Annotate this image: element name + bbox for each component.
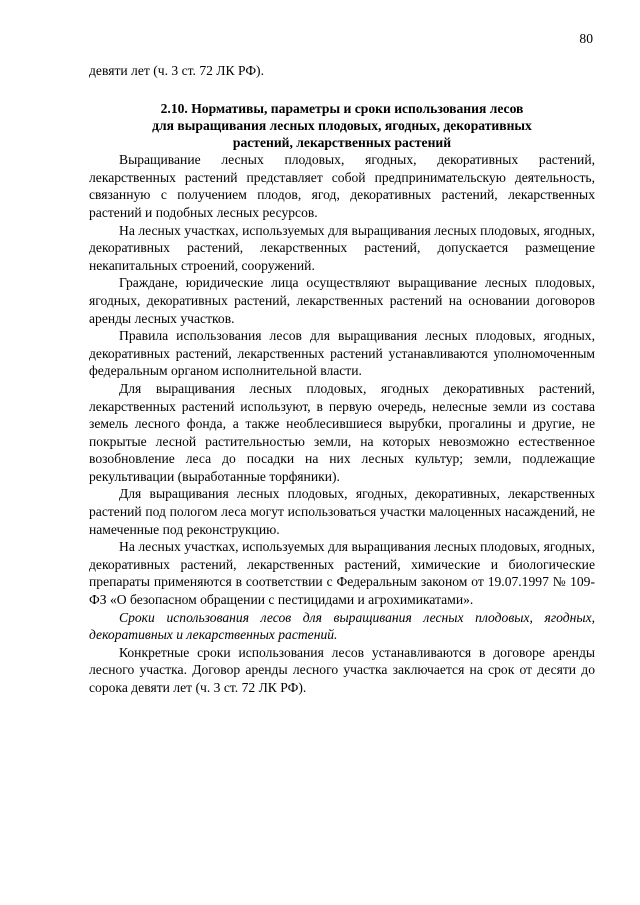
section-heading-line-3: растений, лекарственных растений <box>232 135 452 150</box>
intro-line: девяти лет (ч. 3 ст. 72 ЛК РФ). <box>89 63 264 78</box>
paragraph-lands: Для выращивания лесных плодовых, ягодных декоративных растений, лекарственных растений используют, в первую очередь, нелесные земли из состава земель лесного фонда, а также необлесившиеся вырубки, прогалины и другие, не покрытые лесной растительностью земли, на которых невозможно естественное возобновление леса до посадки на них лесных культур; земли, подлежащие рекультивации (выработанные торфяники). <box>89 380 595 484</box>
paragraph-rules: Правила использования лесов для выращивания лесных плодовых, ягодных, декоративных растений, лекарственных растений устанавливаются уполномоченным федеральным органом исполнительной власти. <box>89 328 595 379</box>
paragraph-chemicals: На лесных участках, используемых для выращивания лесных плодовых, ягодных, декоративных растений, лекарственных растений, химические и биологические препараты применяются в соответствии с Федеральным законом от 19.07.1997 № 109-ФЗ «О безопасном обращении с пестицидами и агрохимикатами». <box>89 539 595 608</box>
page-content <box>89 62 595 697</box>
paragraph-lease-basis: Граждане, юридические лица осуществляют выращивание лесных плодовых, ягодных, декоративных растений, лекарственных растений на основании договоров аренды лесных участков. <box>89 275 595 326</box>
section-heading <box>89 100 595 152</box>
paragraph-structures: На лесных участках, используемых для выращивания лесных плодовых, ягодных, декоративных растений, лекарственных растений, допускается размещение некапитальных строений, сооружений. <box>89 222 595 273</box>
paragraph-definition: Выращивание лесных плодовых, ягодных, декоративных растений, лекарственных растений представляет собой предпринимательскую деятельность, связанную с получением плодов, ягод, декоративных растений, лекарственных растений и подобных лесных ресурсов. <box>89 152 595 220</box>
paragraph-terms-subheading: Сроки использования лесов для выращивания лесных плодовых, ягодных, декоративных и лекарственных растений. <box>89 609 595 643</box>
section-heading-line-1: 2.10. Нормативы, параметры и сроки использования лесов <box>160 100 524 116</box>
page-number: 80 <box>579 31 593 46</box>
section-heading-line-2: для выращивания лесных плодовых, ягодных, декоративных <box>152 117 532 133</box>
paragraph-terms: Конкретные сроки использования лесов устанавливаются в договоре аренды лесного участка. Договор аренды лесного участка заключается на срок от десяти до сорока девяти лет (ч. 3 ст. 72 ЛК РФ). <box>89 644 595 696</box>
paragraph-canopy: Для выращивания лесных плодовых, ягодных, декоративных, лекарственных растений под пологом леса могут использоваться участки малоценных насаждений, не намеченные под реконструкцию. <box>89 486 595 537</box>
